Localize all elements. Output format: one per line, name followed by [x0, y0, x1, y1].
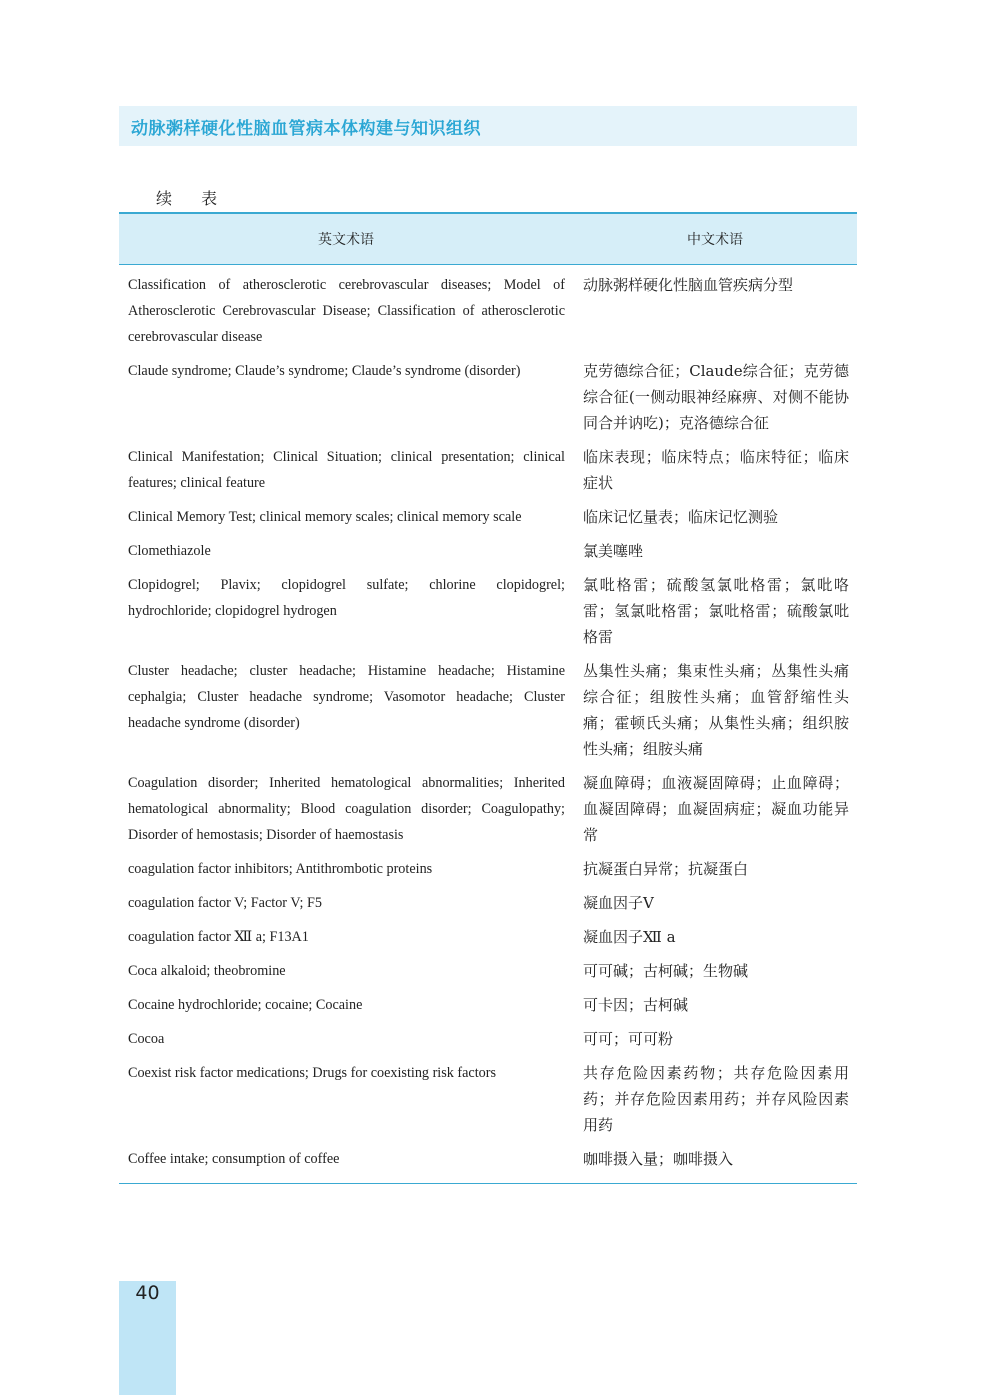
table-row	[119, 444, 857, 496]
table-row	[119, 538, 857, 564]
table-body	[119, 265, 857, 1183]
page-number-tab	[119, 1281, 176, 1395]
chinese-term-cell: 临床表现；临床特点；临床特征；临床症状	[583, 448, 849, 492]
english-term-cell: Claude syndrome; Claude’s syndrome; Claude’s syndrome (disorder)	[128, 363, 521, 379]
chinese-term-cell: 克劳德综合征；Claude综合征；克劳德综合征(一侧动眼神经麻痹、对侧不能协同合并讷吃)；克洛德综合征	[583, 362, 849, 432]
table-row	[119, 272, 857, 350]
english-term-cell: Coagulation disorder; Inherited hematological abnormalities; Inherited hematological abnormality; Blood coagulation disorder; Coagulopathy; Disorder of hemostasis; Disorder of haemostasis	[128, 775, 565, 843]
english-term-cell: Coexist risk factor medications; Drugs for coexisting risk factors	[128, 1065, 497, 1081]
chinese-term-cell: 氯美噻唑	[583, 542, 644, 560]
table-row	[119, 770, 857, 848]
table-row	[119, 958, 857, 984]
english-term-cell: Coffee intake; consumption of coffee	[128, 1151, 340, 1167]
terminology-table	[119, 212, 857, 1184]
chinese-term-cell: 氯吡格雷；硫酸氢氯吡格雷；氯吡咯雷；氢氯吡格雷；氯吡格雷；硫酸氯吡格雷	[583, 576, 849, 646]
chinese-term-cell: 凝血因子Ⅻ a	[583, 928, 676, 946]
english-term-cell: coagulation factor Ⅻ a; F13A1	[128, 929, 309, 945]
chinese-term-cell: 凝血障碍；血液凝固障碍；止血障碍；血凝固障碍；血凝固病症；凝血功能异常	[583, 774, 849, 844]
column-header-chinese: 中文术语	[687, 232, 743, 248]
table-row	[119, 992, 857, 1018]
header-band	[119, 106, 857, 146]
chinese-term-cell: 可可碱；古柯碱；生物碱	[583, 962, 749, 980]
page-number: 40	[135, 1282, 160, 1304]
english-term-cell: Clomethiazole	[128, 543, 211, 559]
table-row	[119, 658, 857, 762]
english-term-cell: Clinical Manifestation; Clinical Situation; clinical presentation; clinical features; clinical feature	[128, 449, 565, 491]
chinese-term-cell: 凝血因子V	[583, 894, 654, 912]
english-term-cell: coagulation factor inhibitors; Antithrombotic proteins	[128, 861, 433, 877]
english-term-cell: coagulation factor V; Factor V; F5	[128, 895, 322, 911]
book-title: 动脉粥样硬化性脑血管病本体构建与知识组织	[131, 119, 481, 139]
chinese-term-cell: 共存危险因素药物；共存危险因素用药；并存危险因素用药；并存风险因素用药	[583, 1064, 849, 1134]
table-row	[119, 1146, 857, 1172]
english-term-cell: Clinical Memory Test; clinical memory scales; clinical memory scale	[128, 509, 522, 525]
english-term-cell: Cluster headache; cluster headache; Histamine headache; Histamine cephalgia; Cluster headache syndrome; Vasomotor headache; Cluster headache syndrome (disorder)	[128, 663, 565, 731]
table-row	[119, 358, 857, 436]
chinese-term-cell: 可可；可可粉	[583, 1030, 674, 1048]
table-row	[119, 504, 857, 530]
chinese-term-cell: 咖啡摄入量；咖啡摄入	[583, 1150, 734, 1168]
chinese-term-cell: 临床记忆量表；临床记忆测验	[583, 508, 779, 526]
table-row	[119, 924, 857, 950]
table-row	[119, 890, 857, 916]
chinese-term-cell: 抗凝蛋白异常；抗凝蛋白	[583, 860, 749, 878]
english-term-cell: Classification of atherosclerotic cerebrovascular diseases; Model of Atherosclerotic Cerebrovascular Disease; Classification of atherosclerotic cerebrovascular disease	[128, 277, 565, 345]
column-header-english: 英文术语	[318, 232, 374, 248]
english-term-cell: Cocaine hydrochloride; cocaine; Cocaine	[128, 997, 363, 1013]
english-term-cell: Clopidogrel; Plavix; clopidogrel sulfate; chlorine clopidogrel; hydrochloride; clopidogrel hydrogen	[128, 577, 565, 619]
table-row	[119, 1026, 857, 1052]
chinese-term-cell: 丛集性头痛；集束性头痛；丛集性头痛综合征；组胺性头痛；血管舒缩性头痛；霍顿氏头痛；从集性头痛；组织胺性头痛；组胺头痛	[583, 662, 849, 758]
table-row	[119, 1060, 857, 1138]
table-row	[119, 572, 857, 650]
table-row	[119, 856, 857, 882]
chinese-term-cell: 可卡因；古柯碱	[583, 996, 689, 1014]
english-term-cell: Coca alkaloid; theobromine	[128, 963, 286, 979]
english-term-cell: Cocoa	[128, 1031, 165, 1047]
table-header	[119, 214, 857, 265]
chinese-term-cell: 动脉粥样硬化性脑血管疾病分型	[583, 276, 794, 294]
continued-table-label: 续 表	[156, 189, 230, 208]
